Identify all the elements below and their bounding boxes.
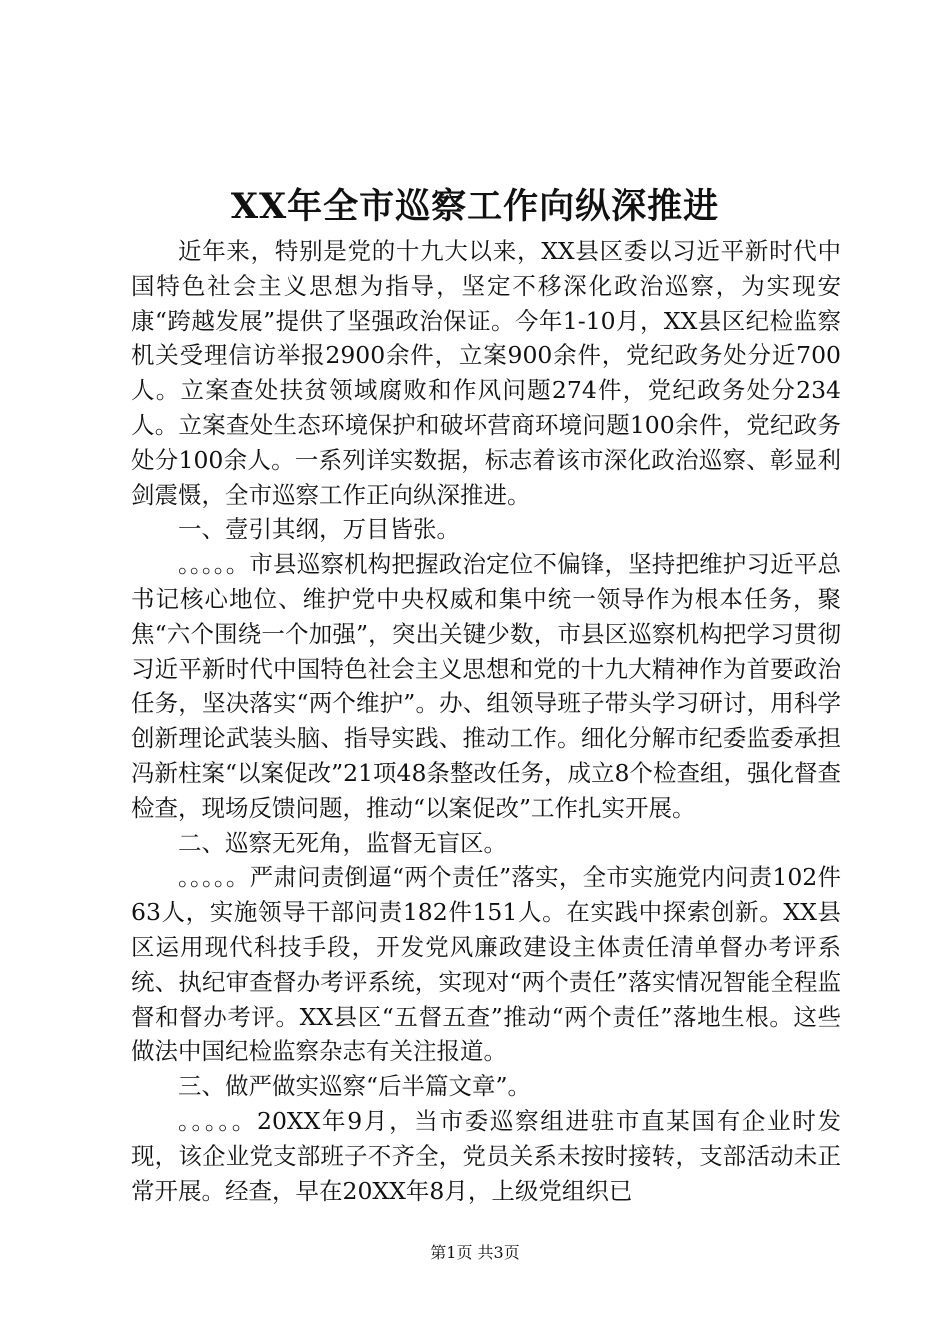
section-heading-1: 一、壹引其纲，万目皆张。 — [178, 515, 460, 544]
page-number-footer: 第1页 共3页 — [430, 1243, 520, 1262]
section-heading-3: 三、做严做实巡察“后半篇文章”。 — [178, 1072, 532, 1101]
paragraph-section-1: 。。。。。市县巡察机构把握政治定位不偏锋，坚持把维护习近平总书记核心地位、维护党中央权威和集中统一领导作为根本任务，聚焦“六个围绕一个加强”，突出关键少数，市县区巡察机构把学习贯彻习近平新时代中国特色社会主义思想和党的十九大精神作为首要政治任务，坚决落实“两个维护”。办、组领导班子带头学习研讨，用科学创新理论武装头脑、指导实践、推动工作。细化分解市纪委监委承担冯新柱案“以案促改”21项48条整改任务，成立8个检查组，强化督查检查，现场反馈问题，推动“以案促改”工作扎实开展。 — [131, 550, 841, 822]
paragraph-section-2: 。。。。。严肃问责倒逼“两个责任”落实，全市实施党内问责102件63人，实施领导干部问责182件151人。在实践中探索创新。XX县区运用现代科技手段，开发党风廉政建设主体责任清单督办考评系统、执纪审查督办考评系统，实现对“两个责任”落实情况智能全程监督和督办考评。XX县区“五督五查”推动“两个责任”落地生根。这些做法中国纪检监察杂志有关注报道。 — [131, 863, 841, 1066]
paragraph-intro: 近年来，特别是党的十九大以来，XX县区委以习近平新时代中国特色社会主义思想为指导，坚定不移深化政治巡察，为实现安康“跨越发展”提供了坚强政治保证。今年1-10月，XX县区纪检监察机关受理信访举报2900余件，立案900余件，党纪政务处分近700人。立案查处扶贫领域腐败和作风问题274件，党纪政务处分234人。立案查处生态环境保护和破坏营商环境问题100余件，党纪政务处分100余人。一系列详实数据，标志着该市深化政治巡察、彰显利剑震慑，全市巡察工作正向纵深推进。 — [131, 237, 841, 509]
section-heading-2: 二、巡察无死角，监督无盲区。 — [178, 828, 507, 857]
document-body — [131, 234, 841, 1208]
document-title: XX年全市巡察工作向纵深推进 — [230, 186, 720, 227]
paragraph-section-3: 。。。。。20XX年9月，当市委巡察组进驻市直某国有企业时发现，该企业党支部班子不齐全，党员关系未按时接转，支部活动未正常开展。经查，早在20XX年8月，上级党组织已 — [131, 1106, 841, 1205]
